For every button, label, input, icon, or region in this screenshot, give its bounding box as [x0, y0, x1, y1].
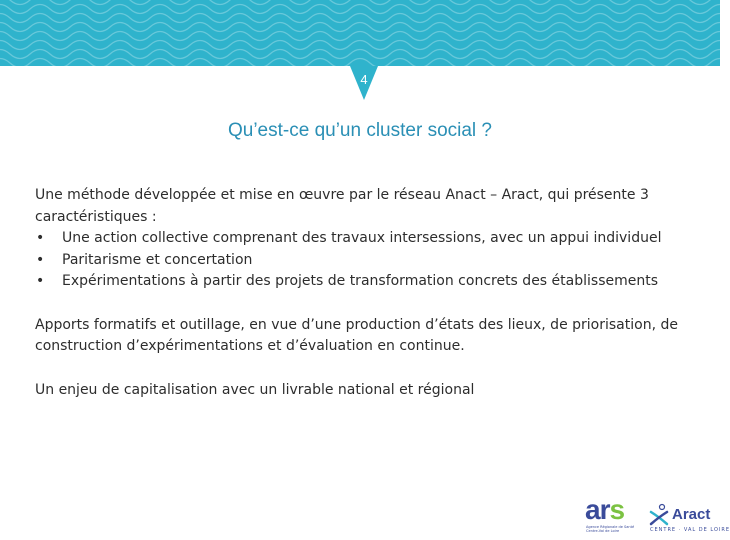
ars-logo: ars Agence Régionale de Santé Centre-Val de Loire — [585, 494, 635, 533]
wave-line — [0, 32, 730, 41]
bullet-list — [35, 228, 715, 293]
footer-logos — [584, 494, 730, 536]
wave-line — [0, 23, 730, 32]
wave-line — [0, 14, 730, 23]
bullet-item — [35, 228, 715, 250]
bullet-item — [35, 250, 715, 272]
bullet-item — [35, 271, 715, 293]
wave-line — [0, 41, 730, 50]
bullet-icon: • — [36, 230, 45, 246]
bullet-icon: • — [36, 251, 45, 268]
aract-x-icon — [648, 504, 670, 526]
slide-body — [35, 185, 715, 401]
capitalisation-paragraph: Un enjeu de capitalisation avec un livrable national et régional — [35, 381, 475, 398]
slide-title: Qu’est-ce qu’un cluster social ? — [227, 120, 492, 141]
formation-paragraph: Apports formatifs et outillage, en vue d’une production d’états des lieux, de priorisation, de construction d’expérimentations et d’évaluation en continue. — [35, 316, 678, 354]
aract-logo: Aract CENTRE · VAL DE LOIRE — [650, 506, 730, 533]
wave-line — [0, 5, 730, 14]
wave-line — [0, 50, 730, 59]
intro-paragraph: Une méthode développée et mise en œuvre par le réseau Anact – Aract, qui présente 3 caractéristiques : — [35, 187, 649, 225]
bullet-icon: • — [36, 273, 45, 289]
bullet-text: Expérimentations à partir des projets de transformation concrets des établissements — [62, 273, 659, 289]
bullet-text: Paritarisme et concertation — [62, 251, 253, 268]
bullet-text: Une action collective comprenant des travaux intersessions, avec un appui individuel — [62, 230, 662, 246]
header-banner — [0, 0, 720, 66]
slide-number: 4 — [360, 72, 368, 87]
wave-line — [0, 0, 730, 5]
wave-pattern — [0, 0, 720, 66]
